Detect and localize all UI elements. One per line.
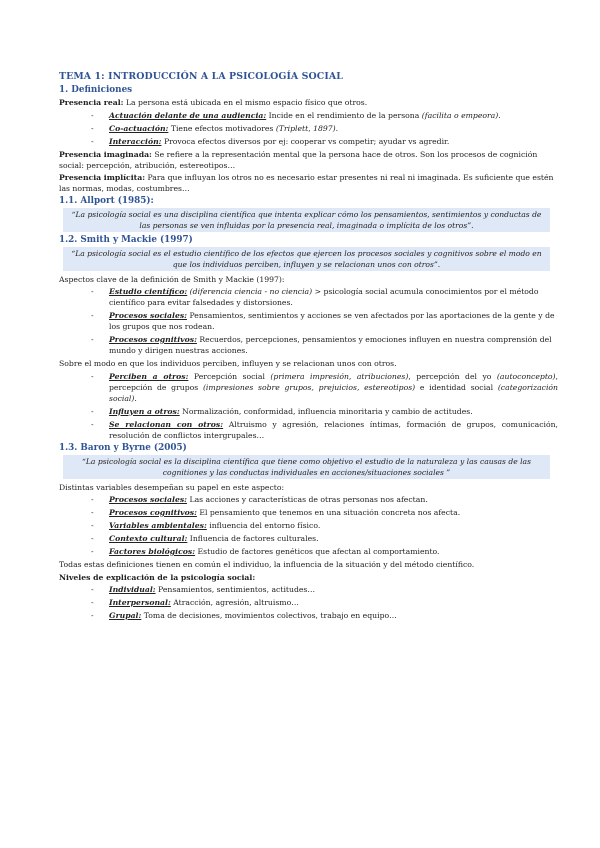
definiciones-comun: Todas estas definiciones tienen en común el individuo, la influencia de la situación y del método científico. xyxy=(59,560,475,569)
list-item xyxy=(59,371,558,404)
item-text: Estudio de factores genéticos que afectan al comportamiento. xyxy=(195,547,440,556)
item-label: Estudio científico: xyxy=(109,287,188,296)
item-text: Pensamientos, sentimientos y acciones se ven afectados por las aportaciones de la gente y de los grupos que nos rodean. xyxy=(109,311,555,331)
item-label: Procesos sociales: xyxy=(109,495,188,504)
item-text: , percepción del yo xyxy=(408,371,497,381)
heading-allport: 1.1. Allport (1985): xyxy=(59,195,154,206)
term-presencia-real: Presencia real: xyxy=(59,98,124,107)
item-text: > psicología social acumula conocimientos por el método científico para evitar falsedades y distorsiones. xyxy=(109,287,539,307)
list-item xyxy=(59,136,558,147)
item-text: Provoca efectos diversos por ej: cooperar vs competir; ayudar vs agredir. xyxy=(161,136,450,146)
presencia-imaginada-paragraph xyxy=(59,149,558,171)
item-text: Influencia de factores culturales. xyxy=(187,534,319,543)
item-label: Contexto cultural: xyxy=(109,534,188,543)
term-presencia-imaginada: Presencia imaginada: xyxy=(59,149,152,159)
presencia-imaginada-text: Se refiere a la representación mental que la persona hace de otros. Son los procesos de cognición social: percepción, atribución, estereotipos… xyxy=(59,149,538,170)
item-label: Perciben a otros: xyxy=(109,371,189,381)
item-text: Incide en el rendimiento de la persona xyxy=(266,110,422,120)
item-text: , percepción de grupos xyxy=(109,371,558,392)
item-label: Procesos cognitivos: xyxy=(109,335,197,344)
item-text: Pensamientos, sentimientos, actitudes… xyxy=(155,585,316,594)
item-extra: (primera impresión, atribuciones) xyxy=(270,371,409,381)
heading-definiciones: 1. Definiciones xyxy=(59,85,133,95)
smith-mackie-quote: “La psicología social es el estudio científico de los efectos que ejercen los procesos sociales y cognitivos sobre el modo en que los individuos perciben, influyen y se relacionan unos con otros”. xyxy=(63,247,550,271)
item-label: Interacción: xyxy=(109,136,162,146)
item-extra: (Triplett, 1897). xyxy=(275,123,339,133)
list-item xyxy=(59,520,558,531)
list-item xyxy=(59,533,558,544)
presencia-real-text: La persona está ubicada en el mismo espacio físico que otros. xyxy=(123,98,368,107)
niveles-list xyxy=(59,584,558,621)
list-item xyxy=(59,507,558,518)
item-text: Toma de decisiones, movimientos colectivos, trabajo en equipo… xyxy=(141,611,397,620)
heading-smith-mackie: 1.2. Smith y Mackie (1997) xyxy=(59,234,193,245)
presencia-real-paragraph xyxy=(59,97,558,108)
list-item xyxy=(59,406,558,417)
variables-list xyxy=(59,494,558,557)
niveles-heading xyxy=(59,572,558,583)
item-label: Procesos cognitivos: xyxy=(109,508,197,517)
list-item xyxy=(59,597,558,608)
list-item xyxy=(59,546,558,557)
aspectos-list xyxy=(59,286,558,356)
item-extra: (categorización social). xyxy=(109,382,558,403)
presencia-real-list xyxy=(59,110,558,147)
item-text: Recuerdos, percepciones, pensamientos y emociones influyen en nuestra comprensión del mundo y dirigen nuestras acciones. xyxy=(109,335,552,355)
list-item xyxy=(59,286,558,308)
item-label: Variables ambientales: xyxy=(109,521,207,530)
item-extra: (autoconcepto) xyxy=(496,371,556,381)
item-text: Altruismo y agresión, relaciones íntimas, formación de grupos, comunicación, resolución de conflictos intergrupales… xyxy=(109,419,558,440)
list-item xyxy=(59,584,558,595)
variables-intro: Distintas variables desempeñan su papel en este aspecto: xyxy=(59,482,285,492)
term-presencia-implicita: Presencia implícita: xyxy=(59,173,146,182)
item-label: Co-actuación: xyxy=(109,123,169,133)
list-item xyxy=(59,310,558,332)
list-item xyxy=(59,419,558,441)
list-item xyxy=(59,123,558,134)
item-text: Percepción social xyxy=(188,371,271,381)
niveles-heading-text: Niveles de explicación de la psicología social: xyxy=(59,572,256,582)
item-label: Se relacionan con otros: xyxy=(109,419,224,429)
modo-list xyxy=(59,371,558,441)
item-text: El pensamiento que tenemos en una situación concreta nos afecta. xyxy=(196,508,461,517)
item-extra: (diferencia ciencia - no ciencia) xyxy=(187,287,313,296)
item-label: Influyen a otros: xyxy=(109,406,180,416)
item-label: Procesos sociales: xyxy=(109,311,188,320)
list-item xyxy=(59,334,558,356)
item-label: Individual: xyxy=(109,585,156,594)
item-extra: (impresiones sobre grupos, prejuicios, estereotipos) xyxy=(202,382,416,392)
item-extra: (facilita o empeora). xyxy=(421,110,501,120)
item-label: Interpersonal: xyxy=(109,598,171,607)
aspectos-intro: Aspectos clave de la definición de Smith y Mackie (1997): xyxy=(59,274,285,284)
presencia-implicita-paragraph xyxy=(59,172,558,194)
list-item xyxy=(59,110,558,121)
presencia-implicita-text: Para que influyan los otros no es necesario estar presentes ni real ni imaginada. Es suficiente que estén las normas, modas, costumbres… xyxy=(59,173,554,193)
item-text: e identidad social xyxy=(415,382,498,392)
allport-quote: “La psicología social es una disciplina científica que intenta explicar cómo los pensamientos, sentimientos y conductas de las personas se ven influidas por la presencia real, imaginada o implícita de los otros”. xyxy=(63,208,550,232)
item-text: influencia del entorno físico. xyxy=(206,521,321,530)
item-text: Normalización, conformidad, influencia minoritaria y cambio de actitudes. xyxy=(179,406,473,416)
item-text: Las acciones y características de otras personas nos afectan. xyxy=(187,495,428,504)
list-item xyxy=(59,494,558,505)
item-text: Tiene efectos motivadores xyxy=(168,123,276,133)
item-label: Actuación delante de una audiencia: xyxy=(109,110,267,120)
list-item xyxy=(59,610,558,621)
item-label: Factores biológicos: xyxy=(109,547,196,556)
heading-baron-byrne: 1.3. Baron y Byrne (2005) xyxy=(59,442,187,453)
modo-intro: Sobre el modo en que los individuos perciben, influyen y se relacionan unos con otros. xyxy=(59,359,397,368)
item-text: Atracción, agresión, altruismo… xyxy=(170,598,299,607)
document-title: TEMA 1: INTRODUCCIÓN A LA PSICOLOGÍA SOCIAL xyxy=(59,71,343,82)
baron-byrne-quote: “La psicología social es la disciplina científica que tiene como objetivo el estudio de la naturaleza y las causas de las cognitiones y las conductas individuales en acciones/situaciones sociales ” xyxy=(63,455,550,479)
item-label: Grupal: xyxy=(109,611,142,620)
